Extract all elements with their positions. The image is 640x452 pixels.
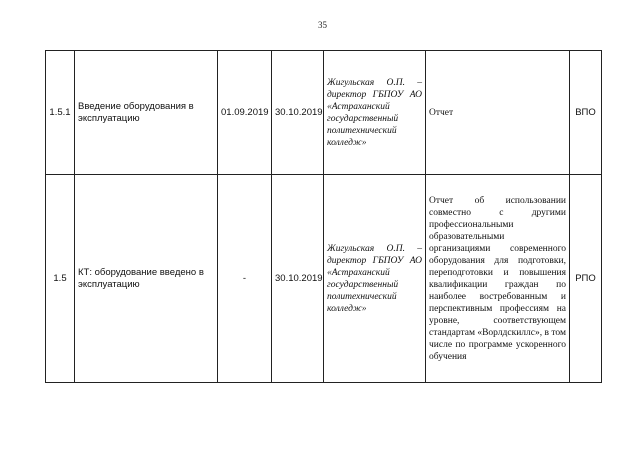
plan-table bbox=[45, 50, 602, 383]
responsible-person: Жигульская О.П. – директор ГБПОУ АО «Астраханский государственный политехнический колледж» bbox=[324, 51, 426, 175]
control-level: ВПО bbox=[570, 51, 602, 175]
task-name: Введение оборудования в эксплуатацию bbox=[75, 51, 218, 175]
control-level: РПО bbox=[570, 175, 602, 383]
row-number: 1.5 bbox=[46, 175, 75, 383]
start-date: - bbox=[218, 175, 272, 383]
page-number: 35 bbox=[318, 20, 327, 30]
end-date: 30.10.2019 bbox=[272, 175, 324, 383]
end-date: 30.10.2019 bbox=[272, 51, 324, 175]
table-row bbox=[46, 51, 602, 175]
result-type: Отчет bbox=[426, 51, 570, 175]
responsible-person: Жигульская О.П. – директор ГБПОУ АО «Астраханский государственный политехнический колледж» bbox=[324, 175, 426, 383]
task-name: КТ: оборудование введено в эксплуатацию bbox=[75, 175, 218, 383]
start-date: 01.09.2019 bbox=[218, 51, 272, 175]
result-type: Отчет об использовании совместно с другими профессиональными образовательными организациями современного оборудования для подготовки, переподготовки и повышения квалификации граждан по наиболее востребованным и перспективным профессиям на уровне, соответствующем стандартам «Ворлдскиллс», в том числе по программе ускоренного обучения bbox=[426, 175, 570, 383]
row-number: 1.5.1 bbox=[46, 51, 75, 175]
table-row bbox=[46, 175, 602, 383]
